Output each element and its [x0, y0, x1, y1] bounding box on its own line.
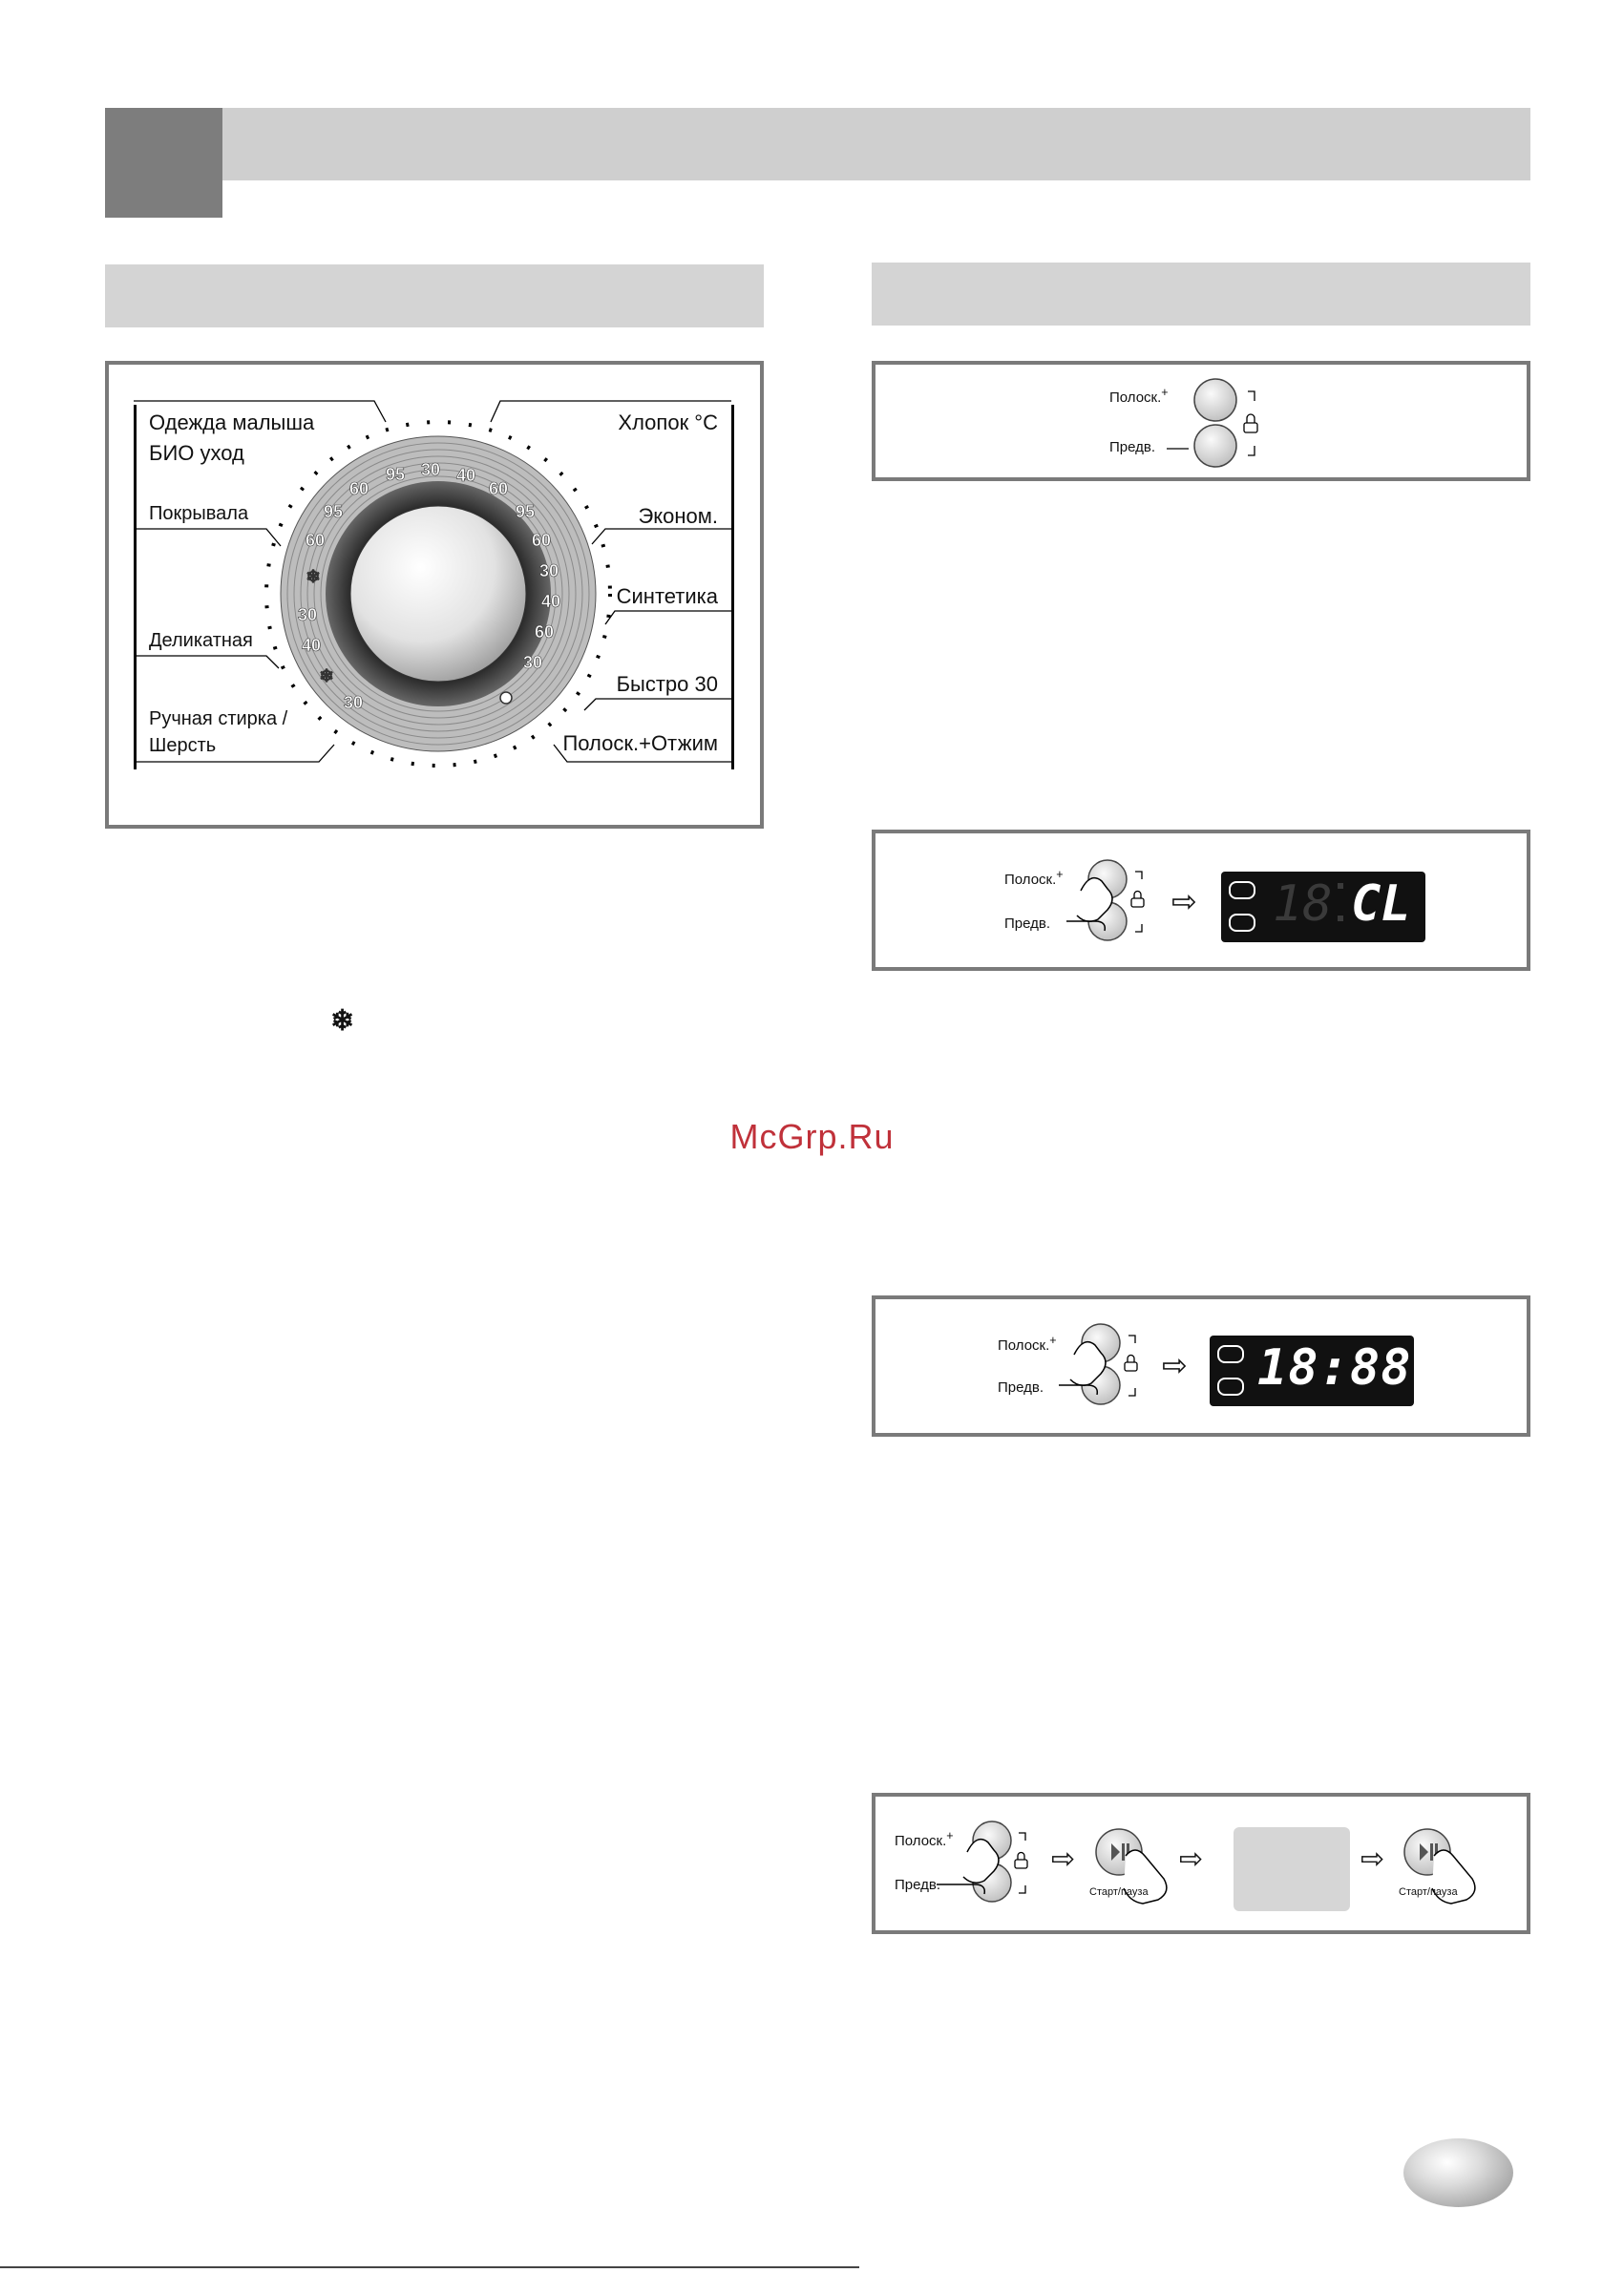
temp-label: 30	[343, 693, 364, 712]
lcd-display-cl	[1221, 872, 1425, 942]
temp-label: 60	[488, 479, 509, 498]
program-rinse-spin: Полоск.+Отжим	[562, 731, 718, 755]
page-number-oval	[1403, 2138, 1513, 2207]
prewash-button	[1194, 425, 1236, 467]
temp-label: 30	[522, 653, 543, 672]
temp-label: 40	[301, 636, 322, 655]
watermark: McGrp.Ru	[729, 1117, 895, 1156]
program-bio-care: БИО уход	[149, 441, 244, 465]
rinse-label: Полоск.	[998, 1337, 1050, 1354]
temp-label: 95	[323, 502, 344, 521]
arrow-icon: ⇨	[1171, 884, 1197, 918]
program-dial	[109, 365, 760, 825]
time-digits: 18:88	[1257, 1339, 1412, 1397]
buttons-figure: Полоск.+ Предв.	[872, 361, 1530, 481]
temp-label: 30	[538, 561, 559, 580]
wash-icon	[1217, 1345, 1244, 1363]
child-lock-off-figure: Полоск.+ Предв. ⇨ 18:88	[872, 1295, 1530, 1437]
header-bar	[222, 108, 1530, 180]
start-pause-label: Старт/пауза	[1089, 1886, 1149, 1898]
snow-icon: ❄	[306, 567, 321, 586]
right-section-bar	[872, 263, 1530, 326]
program-quick-30: Быстро 30	[616, 672, 718, 696]
child-lock-on-figure: Полоск.+ Предв. ⇨ 18 CL	[872, 830, 1530, 971]
temp-label: 60	[531, 531, 552, 550]
temp-label: 40	[540, 592, 561, 611]
rinse-label: Полоск.	[1109, 389, 1162, 406]
rinse-label: Полоск.	[1004, 872, 1057, 888]
rinse-prewash-buttons	[875, 365, 1527, 477]
blank-panel	[1234, 1827, 1350, 1911]
cl-code: CL	[1351, 875, 1411, 933]
press-both-buttons	[875, 1299, 1527, 1433]
program-cotton: Хлопок °C	[618, 410, 718, 434]
dim-digits: 18	[1273, 875, 1333, 933]
program-hand-wash: Ручная стирка /	[149, 708, 288, 729]
arrow-icon: ⇨	[1051, 1843, 1076, 1875]
prewash-label: Предв.	[895, 1877, 941, 1893]
lcd-display-full	[1210, 1336, 1414, 1406]
temp-label: 60	[348, 479, 369, 498]
child-lock-icon	[1244, 423, 1257, 432]
snow-icon: ❄	[319, 666, 334, 685]
start-sequence-figure: Полоск.+ Предв. ⇨ ⇨ ⇨ Старт/пауза Старт/пауза	[872, 1793, 1530, 1934]
rinse-button	[1194, 379, 1236, 421]
press-both-buttons	[875, 833, 1527, 967]
arrow-icon: ⇨	[1179, 1843, 1204, 1875]
program-wool: Шерсть	[149, 735, 217, 756]
program-blankets: Покрывала	[149, 503, 249, 524]
start-pause-label: Старт/пауза	[1399, 1886, 1458, 1898]
start-pause-icon	[1229, 914, 1255, 932]
temp-label: 30	[420, 460, 441, 479]
temp-label: 40	[455, 466, 476, 485]
left-section-bar	[105, 264, 764, 327]
prewash-label: Предв.	[998, 1379, 1044, 1396]
wash-icon	[1229, 881, 1255, 899]
snowflake-icon: ❄	[330, 1005, 355, 1037]
arrow-icon: ⇨	[1360, 1843, 1385, 1875]
prewash-label: Предв.	[1004, 916, 1051, 932]
program-synthetic: Синтетика	[616, 584, 718, 608]
program-delicate: Деликатная	[149, 630, 253, 651]
rinse-label: Полоск.	[895, 1833, 947, 1849]
start-pause-icon	[1217, 1378, 1244, 1396]
prewash-label: Предв.	[1109, 439, 1156, 455]
program-eco: Эконом.	[638, 504, 718, 528]
program-dial-figure	[105, 361, 764, 829]
temp-label: 60	[534, 622, 555, 642]
temp-label: 95	[515, 502, 536, 521]
program-baby-clothes: Одежда малыша	[149, 410, 315, 434]
temp-label: 60	[305, 531, 326, 550]
arrow-icon: ⇨	[1162, 1348, 1188, 1382]
temp-label: 30	[297, 605, 318, 624]
temp-label: 95	[385, 465, 406, 484]
header-square	[105, 108, 222, 218]
